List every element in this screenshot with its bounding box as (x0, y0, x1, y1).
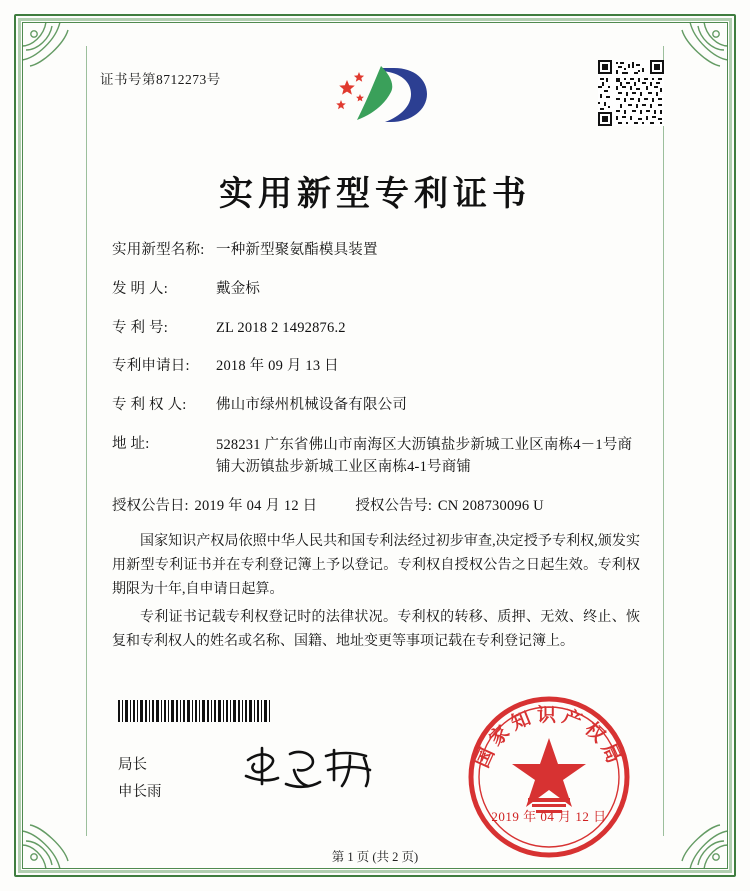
official-seal (466, 694, 632, 860)
field-value: 佛山市绿州机械设备有限公司 (216, 397, 408, 413)
announcement-date-group (112, 496, 317, 518)
handwritten-signature (238, 740, 388, 796)
field-label: 地 址: (112, 435, 150, 452)
svg-text:国家知识产权局: 国家知识产权局 (471, 704, 627, 772)
announcement-number-value: CN 208730096 U (437, 497, 544, 514)
field-value: ZL 2018 2 1492876.2 (216, 319, 346, 336)
field-row-patent-number (112, 318, 642, 340)
signature-block (118, 752, 162, 806)
director-name-label: 申长雨 (118, 783, 162, 800)
director-role-label: 局长 (118, 757, 147, 773)
field-row-patentee (112, 395, 642, 417)
barcode (118, 700, 270, 722)
seal-date: 2019 年 04 月 12 日 (491, 809, 607, 824)
announcement-number-label: 授权公告号: (355, 497, 432, 514)
field-value: 2018 年 09 月 13 日 (216, 358, 339, 375)
corner-ornament-icon (20, 20, 82, 82)
announcement-date-label: 授权公告日: (112, 497, 189, 514)
field-list (112, 240, 642, 531)
qr-code (598, 60, 664, 126)
field-label: 专 利 权 人: (112, 397, 187, 413)
field-value: 一种新型聚氨酯模具装置 (216, 242, 378, 258)
body-text (112, 530, 640, 658)
field-row-name (112, 240, 642, 262)
field-label: 发 明 人: (112, 280, 168, 297)
field-label: 专利申请日: (112, 358, 190, 375)
field-label: 专 利 号: (112, 319, 168, 336)
paragraph-1: 国家知识产权局依照中华人民共和国专利法经过初步审查,决定授予专利权,颁发实用新型专利证书并在专利登记簿上予以登记。专利权自授权公告之日起生效。专利权期限为十年,自申请日起算。 (112, 534, 640, 598)
field-label: 实用新型名称: (112, 242, 205, 258)
cnipa-logo-icon (311, 62, 439, 128)
page-title: 实用新型专利证书 (219, 174, 531, 214)
certificate-number: 证书号第8712273号 (100, 72, 221, 87)
field-row-address (112, 434, 642, 479)
announcement-number-group (355, 496, 543, 518)
paragraph-2: 专利证书记载专利权登记时的法律状况。专利权的转移、质押、无效、终止、恢复和专利权人的姓名或名称、国籍、地址变更等事项记载在专利登记簿上。 (112, 610, 640, 650)
field-row-application-date (112, 356, 642, 378)
field-value: 戴金标 (216, 280, 261, 297)
announcement-date-value: 2019 年 04 月 12 日 (194, 497, 318, 514)
corner-ornament-icon (668, 20, 730, 82)
page-footer: 第 1 页 (共 2 页) (331, 850, 419, 864)
field-row-announcement (112, 496, 642, 518)
field-value: 528231 广东省佛山市南海区大沥镇盐步新城工业区南栋4－1号商铺大沥镇盐步新城工业区南栋4-1号商铺 (216, 436, 633, 476)
field-row-inventor (112, 279, 642, 301)
